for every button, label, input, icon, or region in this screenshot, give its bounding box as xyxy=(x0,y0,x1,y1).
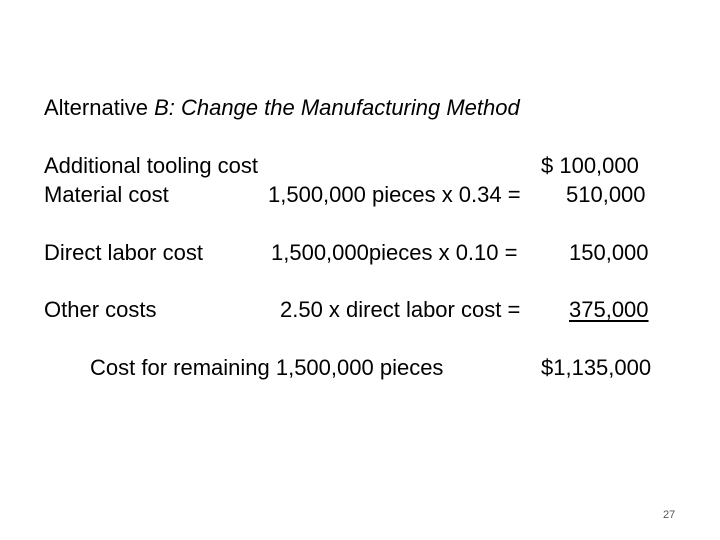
tooling-label: Additional tooling cost xyxy=(44,153,259,178)
tooling-value: $ 100,000 xyxy=(541,153,639,178)
other-formula: 2.50 x direct labor cost = xyxy=(280,297,521,322)
material-value: 510,000 xyxy=(566,182,646,207)
slide-title xyxy=(44,95,520,121)
labor-formula: 1,500,000pieces x 0.10 = xyxy=(271,240,518,265)
labor-label: Direct labor cost xyxy=(44,240,203,265)
title-prefix: Alternative xyxy=(44,95,155,120)
title-italic: B: Change the Manufacturing Method xyxy=(154,95,520,120)
page-number: 27 xyxy=(663,509,676,521)
total-value: $1,135,000 xyxy=(541,355,652,380)
material-label: Material cost xyxy=(44,182,169,207)
other-label: Other costs xyxy=(44,297,157,322)
other-value: 375,000 xyxy=(569,297,649,322)
labor-value: 150,000 xyxy=(569,240,649,265)
material-formula: 1,500,000 pieces x 0.34 = xyxy=(268,182,521,207)
total-label: Cost for remaining 1,500,000 pieces xyxy=(90,355,444,380)
